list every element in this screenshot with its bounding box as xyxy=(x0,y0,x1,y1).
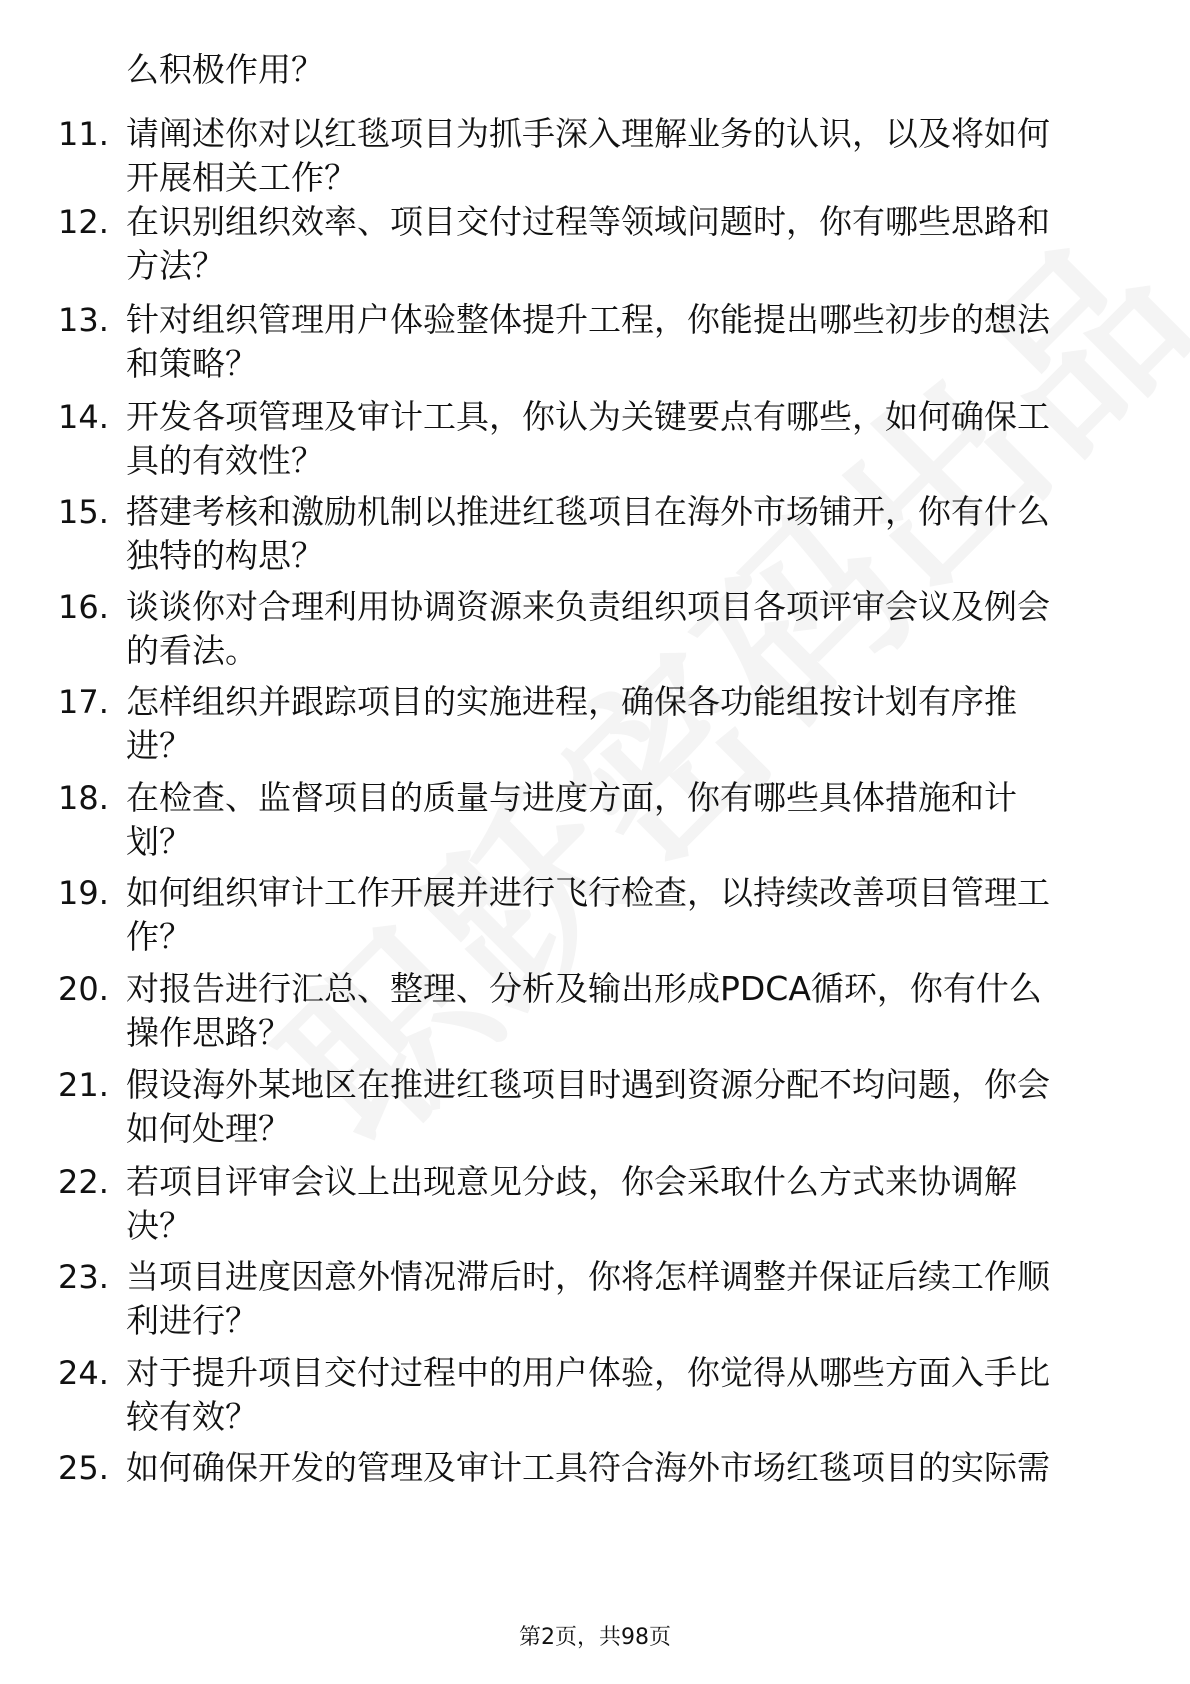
question-line: 谈谈你对合理利用协调资源来负责组织项目各项评审会议及例会 xyxy=(126,587,1050,626)
question-text xyxy=(126,1446,1126,1490)
question-number: 23. xyxy=(58,1258,109,1296)
question-text xyxy=(126,1160,1126,1248)
question-number: 22. xyxy=(58,1163,109,1201)
question-number: 19. xyxy=(58,874,109,912)
question-line: 方法？ xyxy=(126,246,225,285)
question-number: 15. xyxy=(58,493,109,531)
question-line: 开展相关工作？ xyxy=(126,158,357,197)
question-line: 开发各项管理及审计工具，你认为关键要点有哪些，如何确保工 xyxy=(126,397,1050,436)
question-line: 具的有效性？ xyxy=(126,441,324,480)
question-number: 11. xyxy=(58,115,109,153)
question-line: 在检查、监督项目的质量与进度方面，你有哪些具体措施和计 xyxy=(126,778,1017,817)
question-number: 12. xyxy=(58,203,109,241)
question-text xyxy=(126,395,1126,483)
question-line: 如何确保开发的管理及审计工具符合海外市场红毯项目的实际需 xyxy=(126,1448,1050,1487)
question-number: 21. xyxy=(58,1066,109,1104)
question-line: 假设海外某地区在推进红毯项目时遇到资源分配不均问题，你会 xyxy=(126,1065,1050,1104)
question-number: 16. xyxy=(58,588,109,626)
question-text xyxy=(126,112,1126,200)
question-line: 利进行？ xyxy=(126,1301,258,1340)
question-number: 25. xyxy=(58,1449,109,1487)
question-text xyxy=(126,298,1126,386)
question-number: 13. xyxy=(58,301,109,339)
question-line: 对报告进行汇总、整理、分析及输出形成PDCA循环，你有什么 xyxy=(126,969,1042,1008)
question-line: 划？ xyxy=(126,822,192,861)
page-footer: 第2页，共98页 xyxy=(519,1625,671,1650)
question-line: 针对组织管理用户体验整体提升工程，你能提出哪些初步的想法 xyxy=(126,300,1050,339)
question-line: 进？ xyxy=(126,726,192,765)
question-number: 20. xyxy=(58,970,109,1008)
question-number: 14. xyxy=(58,398,109,436)
question-text xyxy=(126,585,1126,673)
question-text xyxy=(126,871,1126,959)
question-text xyxy=(126,200,1126,288)
question-text xyxy=(126,680,1126,768)
question-line: 在识别组织效率、项目交付过程等领域问题时，你有哪些思路和 xyxy=(126,202,1050,241)
question-text xyxy=(126,1063,1126,1151)
question-line: 作？ xyxy=(126,917,192,956)
question-text xyxy=(126,1351,1126,1439)
question-text xyxy=(126,490,1126,578)
question-line: 如何组织审计工作开展并进行飞行检查，以持续改善项目管理工 xyxy=(126,873,1050,912)
question-line: 请阐述你对以红毯项目为抓手深入理解业务的认识，以及将如何 xyxy=(126,114,1050,153)
question-line: 独特的构思？ xyxy=(126,536,324,575)
question-line: 操作思路？ xyxy=(126,1013,291,1052)
question-text xyxy=(126,967,1126,1055)
question-number: 17. xyxy=(58,683,109,721)
question-text xyxy=(126,1255,1126,1343)
question-line: 的看法。 xyxy=(126,631,258,670)
question-line: 决？ xyxy=(126,1206,192,1245)
question-line: 较有效？ xyxy=(126,1397,258,1436)
continuation-text: 么积极作用？ xyxy=(126,50,324,89)
question-number: 18. xyxy=(58,779,109,817)
question-line: 对于提升项目交付过程中的用户体验，你觉得从哪些方面入手比 xyxy=(126,1353,1050,1392)
question-text xyxy=(126,776,1126,864)
question-line: 当项目进度因意外情况滞后时，你将怎样调整并保证后续工作顺 xyxy=(126,1257,1050,1296)
question-line: 怎样组织并跟踪项目的实施进程，确保各功能组按计划有序推 xyxy=(126,682,1017,721)
question-line: 如何处理？ xyxy=(126,1109,291,1148)
question-line: 若项目评审会议上出现意见分歧，你会采取什么方式来协调解 xyxy=(126,1162,1017,1201)
question-line: 和策略？ xyxy=(126,344,258,383)
question-line: 搭建考核和激励机制以推进红毯项目在海外市场铺开，你有什么 xyxy=(126,492,1050,531)
question-number: 24. xyxy=(58,1354,109,1392)
